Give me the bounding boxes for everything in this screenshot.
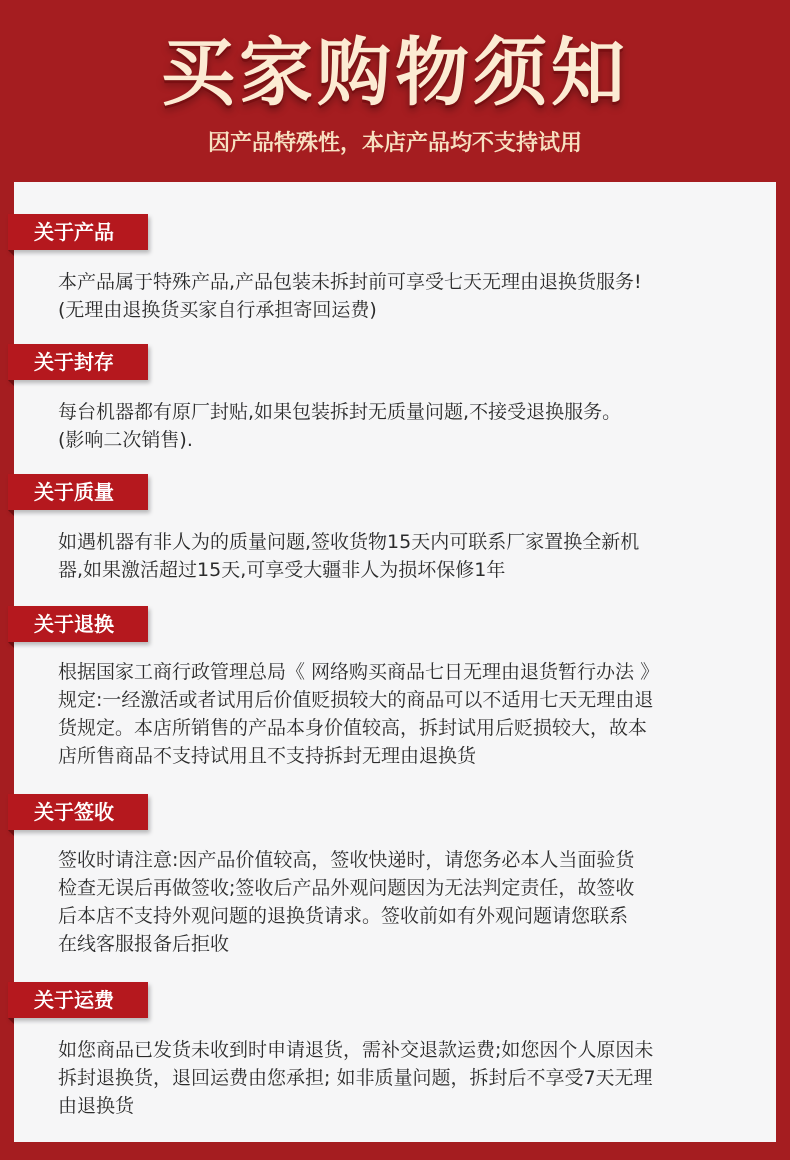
page-subtitle: 因产品特殊性，本店产品均不支持试用	[207, 131, 582, 156]
section-body-seal	[58, 398, 758, 454]
section-body-product	[58, 268, 758, 324]
section-tag-quality: 关于质量	[8, 474, 148, 510]
text-line: 如遇机器有非人为的质量问题,签收货物15天内可联系厂家置换全新机	[58, 531, 640, 553]
section-tag-shipping: 关于运费	[8, 982, 148, 1018]
content-panel	[14, 182, 776, 1142]
text-line: 后本店不支持外观问题的退换货请求。签收前如有外观问题请您联系	[58, 905, 629, 927]
section-body-shipping	[58, 1036, 758, 1120]
text-line: 签收时请注意:因产品价值较高，签收快递时，请您务必本人当面验货	[58, 849, 635, 871]
text-line: 本产品属于特殊产品,产品包装未拆封前可享受七天无理由退换货服务!	[58, 271, 642, 293]
text-line: 规定:一经激活或者试用后价值贬损较大的商品可以不适用七天无理由退	[58, 689, 654, 711]
page-title: 买家购物须知	[161, 30, 629, 116]
section-tag-signing: 关于签收	[8, 794, 148, 830]
section-tag-product: 关于产品	[8, 214, 148, 250]
text-line: 如您商品已发货未收到时申请退货，需补交退款运费;如您因个人原因未	[58, 1039, 654, 1061]
text-line: 根据国家工商行政管理总局《 网络购买商品七日无理由退货暂行办法 》	[58, 661, 660, 683]
text-line: (无理由退换货买家自行承担寄回运费)	[58, 299, 377, 321]
header	[0, 0, 790, 180]
text-line: 在线客服报备后拒收	[58, 933, 230, 955]
section-body-return	[58, 658, 758, 770]
section-tag-return: 关于退换	[8, 606, 148, 642]
text-line: 检查无误后再做签收;签收后产品外观问题因为无法判定责任，故签收	[58, 877, 635, 899]
text-line: 由退换货	[58, 1095, 135, 1117]
section-body-quality	[58, 528, 758, 584]
text-line: 货规定。本店所销售的产品本身价值较高，拆封试用后贬损较大，故本	[58, 717, 648, 739]
text-line: 每台机器都有原厂封贴,如果包装拆封无质量问题,不接受退换服务。	[58, 401, 622, 423]
text-line: 拆封退换货，退回运费由您承担; 如非质量问题，拆封后不享受7天无理	[58, 1067, 653, 1089]
text-line: 器,如果激活超过15天,可享受大疆非人为损坏保修1年	[58, 559, 506, 581]
section-body-signing	[58, 846, 758, 958]
text-line: (影响二次销售).	[58, 429, 193, 451]
section-tag-seal: 关于封存	[8, 344, 148, 380]
text-line: 店所售商品不支持试用且不支持拆封无理由退换货	[58, 745, 477, 767]
